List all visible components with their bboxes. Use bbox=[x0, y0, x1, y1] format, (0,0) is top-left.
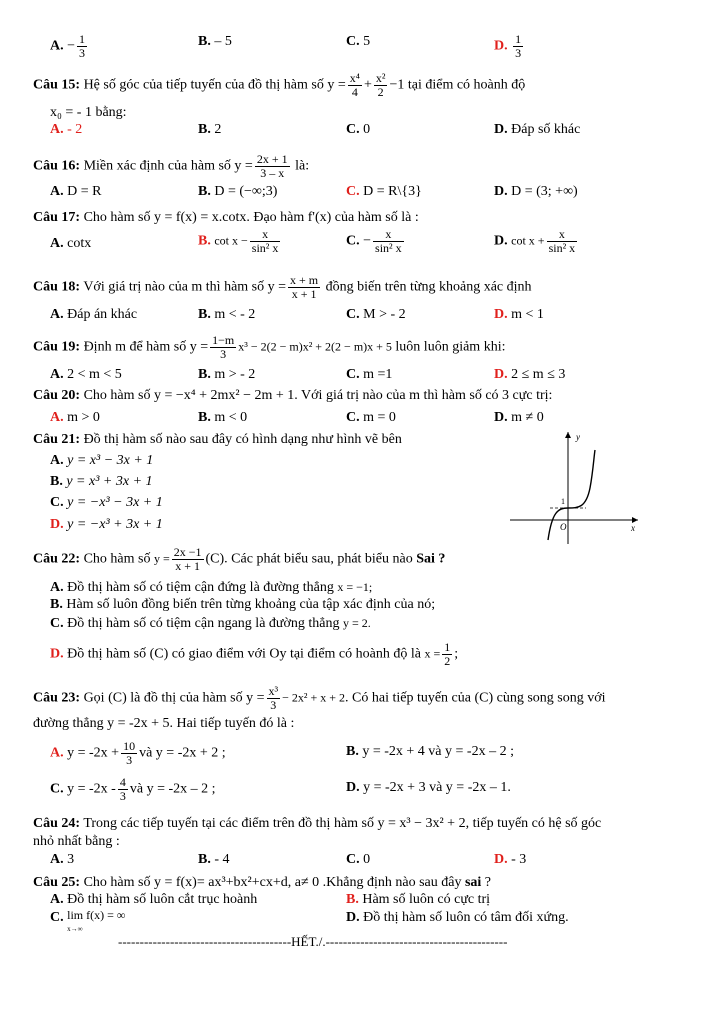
q24-stem: Câu 24: Trong các tiếp tuyến tại các điểm trên đồ thị hàm số y = x³ − 3x² + 2, tiếp tuyến có hệ số góc bbox=[33, 816, 602, 831]
q24-stem-line2: nhỏ nhất bằng : bbox=[33, 834, 120, 849]
q25-option-a: A. Đồ thị hàm số luôn cắt trục hoành bbox=[50, 892, 258, 907]
end-of-test-footer: ----------------------------------------HẾT./.------------------------------------------ bbox=[118, 934, 508, 949]
q22-option-d: D. Đồ thị hàm số (C) có giao điểm với Oy tại điểm có hoành độ là x = $\frac{1}{2}$ ; bbox=[50, 640, 459, 668]
q20-option-b: B. m < 0 bbox=[198, 410, 248, 425]
q19-stem: Câu 19: Định m để hàm số y = $\frac{1-m}{3}$ x³ − 2(2 − m)x² + 2(2 − m)x + 5 luôn luôn giảm khi: bbox=[33, 333, 506, 361]
y-axis-arrow-icon bbox=[565, 432, 571, 438]
q24-option-d: D. - 3 bbox=[494, 852, 527, 867]
q16-option-d: D. D = (3; +∞) bbox=[494, 184, 578, 199]
q19-option-d: D. 2 ≤ m ≤ 3 bbox=[494, 367, 566, 382]
q23-option-c: C. y = -2x - $\frac{4}{3}$ và y = -2x – 2 ; bbox=[50, 775, 216, 803]
q18-option-a: A. Đáp án khác bbox=[50, 307, 138, 322]
q25-option-c: C. lim f(x) = ∞ x→∞ bbox=[50, 908, 126, 933]
origin-label: O bbox=[560, 522, 567, 532]
q25-option-b: B. Hàm số luôn có cực trị bbox=[346, 892, 491, 907]
q19-option-b: B. m > - 2 bbox=[198, 367, 256, 382]
q15-option-b: B. 2 bbox=[198, 122, 222, 137]
q23-option-a: A. y = -2x + $\frac{10}{3}$ và y = -2x + 2 ; bbox=[50, 739, 226, 767]
q21-option-c: C. y = −x³ − 3x + 1 bbox=[50, 495, 163, 510]
q20-stem: Câu 20: Cho hàm số y = −x⁴ + 2mx² − 2m + 1. Với giá trị nào của m thì hàm số có 3 cực trị: bbox=[33, 388, 553, 403]
q21-graph bbox=[510, 428, 640, 546]
q19-option-a: A. 2 < m < 5 bbox=[50, 367, 122, 382]
q18-option-b: B. m < - 2 bbox=[198, 307, 256, 322]
q17-option-d: D. cot x + $\frac{x}{\text{sin² x}}$ bbox=[494, 227, 576, 255]
y-axis-label: y bbox=[576, 432, 580, 442]
q21-stem: Câu 21: Đồ thị hàm số nào sau đây có hình dạng như hình vẽ bên bbox=[33, 432, 402, 447]
q18-stem: Câu 18: Với giá trị nào của m thì hàm số y = $\frac{x + m}{x + 1}$ đồng biến trên từng khoảng xác định bbox=[33, 273, 532, 301]
q25-stem: Câu 25: Cho hàm số y = f(x)= ax³+bx²+cx+d, a≠ 0 .Khẳng định nào sau đây sai ? bbox=[33, 875, 492, 890]
q17-option-b: B. cot x − $\frac{x}{\text{sin² x}}$ bbox=[198, 227, 279, 255]
q17-stem: Câu 17: Cho hàm số y = f(x) = x.cotx. Đạo hàm f'(x) của hàm số là : bbox=[33, 210, 419, 225]
q14-option-a: A. − $\frac{1}{3}$ bbox=[50, 32, 86, 60]
q22-option-c: C. Đồ thị hàm số có tiệm cận ngang là đường thẳng y = 2. bbox=[50, 616, 371, 631]
q22-option-a: A. Đồ thị hàm số có tiệm cận đứng là đường thẳng x = −1; bbox=[50, 580, 373, 595]
q20-option-d: D. m ≠ 0 bbox=[494, 410, 544, 425]
q16-option-b: B. D = (−∞;3) bbox=[198, 184, 278, 199]
q24-option-b: B. - 4 bbox=[198, 852, 230, 867]
q16-option-c: C. D = R\{3} bbox=[346, 184, 422, 199]
q20-option-c: C. m = 0 bbox=[346, 410, 396, 425]
q23-option-d: D. y = -2x + 3 và y = -2x – 1. bbox=[346, 780, 511, 795]
q21-option-a: A. y = x³ − 3x + 1 bbox=[50, 453, 154, 468]
q23-stem-line2: đường thẳng y = -2x + 5. Hai tiếp tuyến đó là : bbox=[33, 716, 295, 731]
q15-option-c: C. 0 bbox=[346, 122, 371, 137]
q24-option-c: C. 0 bbox=[346, 852, 371, 867]
x-axis-label: x bbox=[631, 523, 635, 533]
q14-option-c: C. 5 bbox=[346, 34, 371, 49]
q15-stem: Câu 15: Hệ số góc của tiếp tuyến của đồ thị hàm số y = $\frac{\text{x⁴}}{4}$ + $\frac{\text{x²}}{2}$ −1 tại điểm có hoành độ bbox=[33, 71, 526, 99]
q17-option-a: A. cotx bbox=[50, 236, 92, 251]
q17-option-c: C. − $\frac{x}{\text{sin² x}}$ bbox=[346, 227, 402, 255]
q20-option-a: A. m > 0 bbox=[50, 410, 100, 425]
q23-stem: Câu 23: Gọi (C) là đồ thị của hàm số y = $\frac{\text{x³}}{3}$ − 2x² + x + 2. Có hai tiếp tuyến của (C) cùng song song với bbox=[33, 684, 606, 712]
q15-stem-line2: x₀ = - 1 bằng: bbox=[50, 105, 127, 120]
q23-option-b: B. y = -2x + 4 và y = -2x – 2 ; bbox=[346, 744, 514, 759]
tick-label: 1 bbox=[561, 497, 565, 506]
q15-option-a: A. - 2 bbox=[50, 122, 83, 137]
q21-option-b: B. y = x³ + 3x + 1 bbox=[50, 474, 153, 489]
q15-option-d: D. Đáp số khác bbox=[494, 122, 581, 137]
q14-option-d: D. $\frac{1}{3}$ bbox=[494, 32, 522, 60]
q19-option-c: C. m =1 bbox=[346, 367, 393, 382]
q14-option-b: B. – 5 bbox=[198, 34, 232, 49]
cubic-curve bbox=[548, 450, 595, 540]
q18-option-c: C. M > - 2 bbox=[346, 307, 406, 322]
q21-option-d: D. y = −x³ + 3x + 1 bbox=[50, 517, 163, 532]
q22-option-b: B. Hàm số luôn đồng biến trên từng khoảng của tập xác định của nó; bbox=[50, 597, 436, 612]
q18-option-d: D. m < 1 bbox=[494, 307, 544, 322]
q24-option-a: A. 3 bbox=[50, 852, 75, 867]
q16-stem: Câu 16: Miền xác định của hàm số y = $\frac{2x + 1}{3 - x}$ là: bbox=[33, 152, 310, 180]
q25-option-d: D. Đồ thị hàm số luôn có tâm đối xứng. bbox=[346, 910, 569, 925]
q22-stem: Câu 22: Cho hàm số y = $\frac{2x -1}{x + 1}$ (C). Các phát biểu sau, phát biểu nào Sai ? bbox=[33, 545, 446, 573]
q16-option-a: A. D = R bbox=[50, 184, 102, 199]
